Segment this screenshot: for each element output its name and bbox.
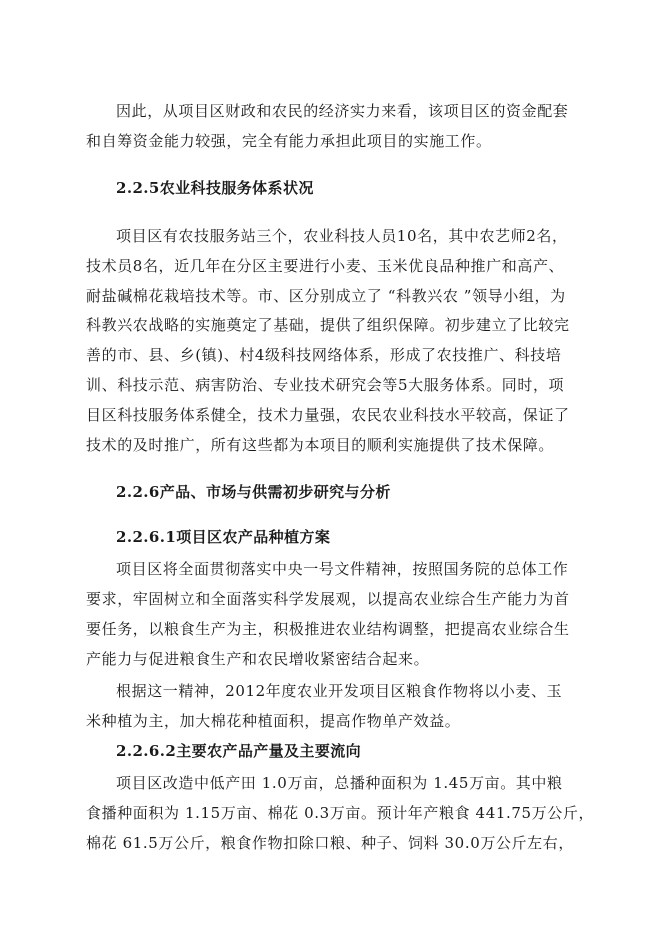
section-heading-2-2-6-2: 2.2.6.2主要农产品产量及主要流向 bbox=[116, 742, 362, 760]
text-line: 项目区将全面贯彻落实中央一号文件精神，按照国务院的总体工作 bbox=[116, 560, 569, 578]
text-line: 目区科技服务体系健全，技术力量强，农民农业科技水平较高，保证了 bbox=[86, 406, 570, 424]
text-line: 米种植为主，加大棉花种植面积，提高作物单产效益。 bbox=[86, 712, 461, 730]
text-line: 和自筹资金能力较强，完全有能力承担此项目的实施工作。 bbox=[86, 132, 492, 150]
text-line: 要任务，以粮食生产为主，积极推进农业结构调整，把提高农业综合生 bbox=[86, 620, 570, 638]
text-line: 科教兴农战略的实施奠定了基础，提供了组织保障。初步建立了比较完 bbox=[86, 316, 570, 334]
text-line: 根据这一精神，2012年度农业开发项目区粮食作物将以小麦、玉 bbox=[116, 682, 563, 700]
text-line: 项目区改造中低产田 1.0万亩，总播种面积为 1.45万亩。其中粮 bbox=[116, 774, 563, 792]
text-line: 食播种面积为 1.15万亩、棉花 0.3万亩。预计年产粮食 441.75万公斤， bbox=[86, 804, 595, 822]
text-line: 训、科技示范、病害防治、专业技术研究会等5大服务体系。同时，项 bbox=[86, 376, 565, 394]
text-line: 技术的及时推广，所有这些都为本项目的顺利实施提供了技术保障。 bbox=[86, 436, 555, 454]
text-line: 产能力与促进粮食生产和农民增收紧密结合起来。 bbox=[86, 650, 430, 668]
text-line: 善的市、县、乡(镇)、村4级科技网络体系，形成了农技推广、科技培 bbox=[86, 346, 562, 364]
section-heading-2-2-5: 2.2.5农业科技服务体系状况 bbox=[116, 179, 314, 197]
text-line: 棉花 61.5万公斤，粮食作物扣除口粮、种子、饲料 30.0万公斤左右， bbox=[86, 834, 574, 852]
text-line: 要求，牢固树立和全面落实科学发展观，以提高农业综合生产能力为首 bbox=[86, 590, 570, 608]
text-line: 耐盐碱棉花栽培技术等。市、区分别成立了 “科教兴农 ”领导小组，为 bbox=[86, 287, 566, 305]
section-heading-2-2-6-1: 2.2.6.1项目区农产品种植方案 bbox=[116, 528, 331, 546]
text-line: 技术员8名，近几年在分区主要进行小麦、玉米优良品种推广和高产、 bbox=[86, 257, 565, 275]
section-heading-2-2-6: 2.2.6产品、市场与供需初步研究与分析 bbox=[116, 483, 391, 501]
text-line: 项目区有农技服务站三个，农业科技人员10名，其中农艺师2名， bbox=[116, 227, 568, 245]
text-line: 因此，从项目区财政和农民的经济实力来看，该项目区的资金配套 bbox=[116, 102, 569, 120]
